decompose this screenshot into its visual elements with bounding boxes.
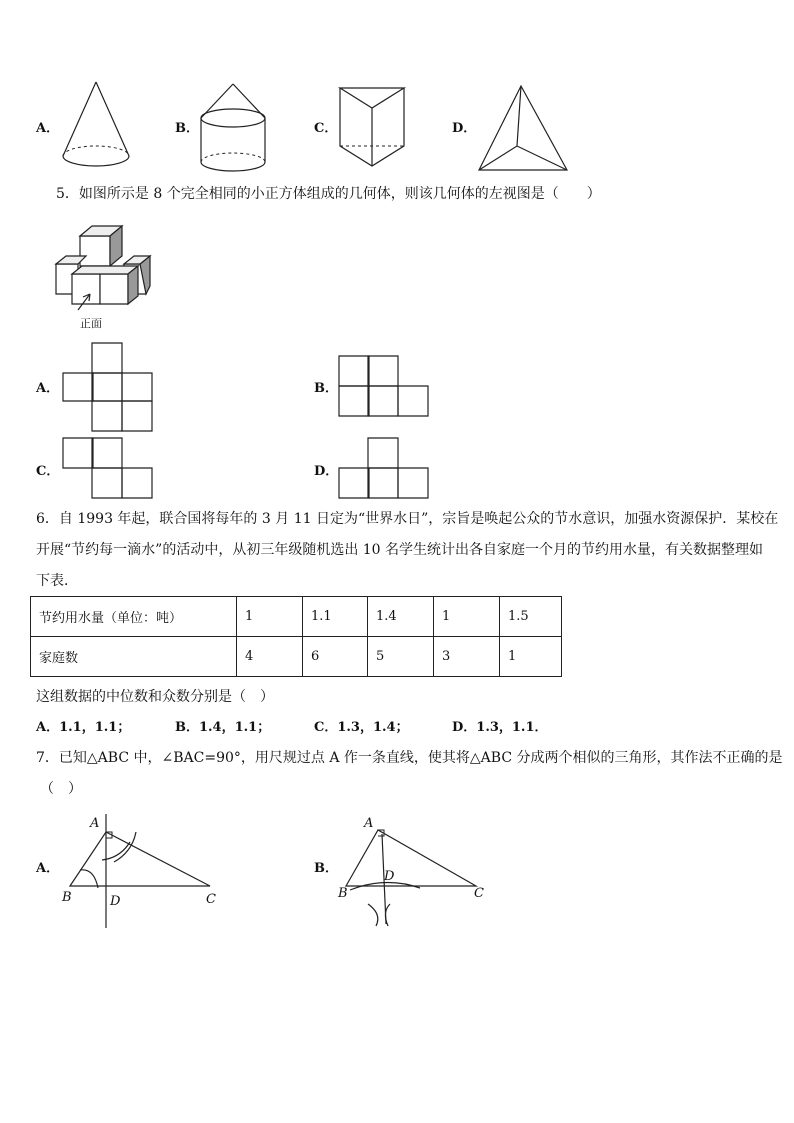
q5-option-c-view bbox=[62, 437, 154, 499]
q6-question: 这组数据的中位数和众数分别是（ ） bbox=[36, 689, 274, 705]
table-cell: 1 bbox=[434, 597, 500, 637]
table-cell: 4 bbox=[237, 637, 303, 677]
table-cell: 1 bbox=[237, 597, 303, 637]
q6-option-c: C．1.3，1.4； bbox=[314, 720, 409, 735]
q6-stem-line-3: 下表． bbox=[36, 573, 78, 589]
q7-b-point-d: D bbox=[384, 869, 395, 884]
table-cell: 6 bbox=[303, 637, 368, 677]
q7-a-point-c: C bbox=[206, 892, 216, 907]
q5-option-a-view bbox=[62, 342, 154, 432]
q7-b-point-b: B bbox=[338, 886, 348, 901]
q6-stem-line-2: 开展“节约每一滴水”的活动中，从初三年级随机选出 10 名学生统计出各自家庭一个月的节约用水量，有关数据整理如 bbox=[36, 542, 764, 558]
table-row-header: 节约用水量（单位：吨） bbox=[31, 597, 237, 637]
table-cell: 5 bbox=[368, 637, 434, 677]
table-cell: 1.4 bbox=[368, 597, 434, 637]
q7-construction-a-figure bbox=[60, 812, 230, 930]
q5-option-d-label: D． bbox=[314, 464, 339, 479]
q7-a-point-b: B bbox=[62, 890, 72, 905]
table-cell: 1.1 bbox=[303, 597, 368, 637]
table-row-header: 家庭数 bbox=[31, 637, 237, 677]
table-cell: 1.5 bbox=[500, 597, 562, 637]
q6-option-d: D．1.3，1.1． bbox=[452, 720, 548, 735]
q7-b-point-c: C bbox=[474, 886, 484, 901]
q6-stem-line-1: 6．自 1993 年起，联合国将每年的 3 月 11 日定为“世界水日”，宗旨是唤起公众的节水意识，加强水资源保护．某校在 bbox=[36, 511, 779, 527]
q7-a-point-a: A bbox=[90, 816, 100, 831]
q7-option-a-label: A． bbox=[36, 861, 60, 876]
q5-stem: 5．如图所示是 8 个完全相同的小正方体组成的几何体，则该几何体的左视图是（ ） bbox=[56, 186, 601, 202]
q7-b-point-a: A bbox=[364, 816, 374, 831]
cone-on-cylinder-figure bbox=[197, 82, 269, 172]
q5-option-b-view bbox=[338, 355, 430, 417]
q6-option-b: B．1.4，1.1； bbox=[175, 720, 271, 735]
q4-option-a-label: A． bbox=[36, 121, 60, 136]
front-view-label: 正面 bbox=[80, 317, 102, 330]
q7-stem-line-2: （ ） bbox=[40, 781, 82, 797]
q7-stem-line-1: 7．已知△ABC 中，∠BAC=90°，用尺规过点 A 作一条直线，使其将△ABC 分成两个相似的三角形，其作法不正确的是 bbox=[36, 750, 783, 766]
cube-stack-figure bbox=[52, 214, 154, 328]
cone-figure bbox=[60, 80, 132, 172]
q6-option-a: A．1.1，1.1； bbox=[36, 720, 131, 735]
triangular-prism-figure bbox=[338, 84, 406, 170]
table-cell: 1 bbox=[500, 637, 562, 677]
water-saving-table bbox=[30, 596, 562, 677]
q5-option-d-view bbox=[338, 437, 430, 499]
table-cell: 3 bbox=[434, 637, 500, 677]
q5-option-c-label: C． bbox=[36, 464, 60, 479]
tetrahedron-figure bbox=[475, 84, 571, 174]
q4-option-b-label: B． bbox=[175, 121, 199, 136]
table-row bbox=[31, 637, 562, 677]
q7-construction-b-figure bbox=[336, 812, 486, 930]
table-row bbox=[31, 597, 562, 637]
q4-option-c-label: C． bbox=[314, 121, 338, 136]
q7-option-b-label: B． bbox=[314, 861, 338, 876]
q4-option-d-label: D． bbox=[452, 121, 477, 136]
q5-option-b-label: B． bbox=[314, 381, 338, 396]
q5-option-a-label: A． bbox=[36, 381, 60, 396]
q7-a-point-d: D bbox=[110, 894, 121, 909]
